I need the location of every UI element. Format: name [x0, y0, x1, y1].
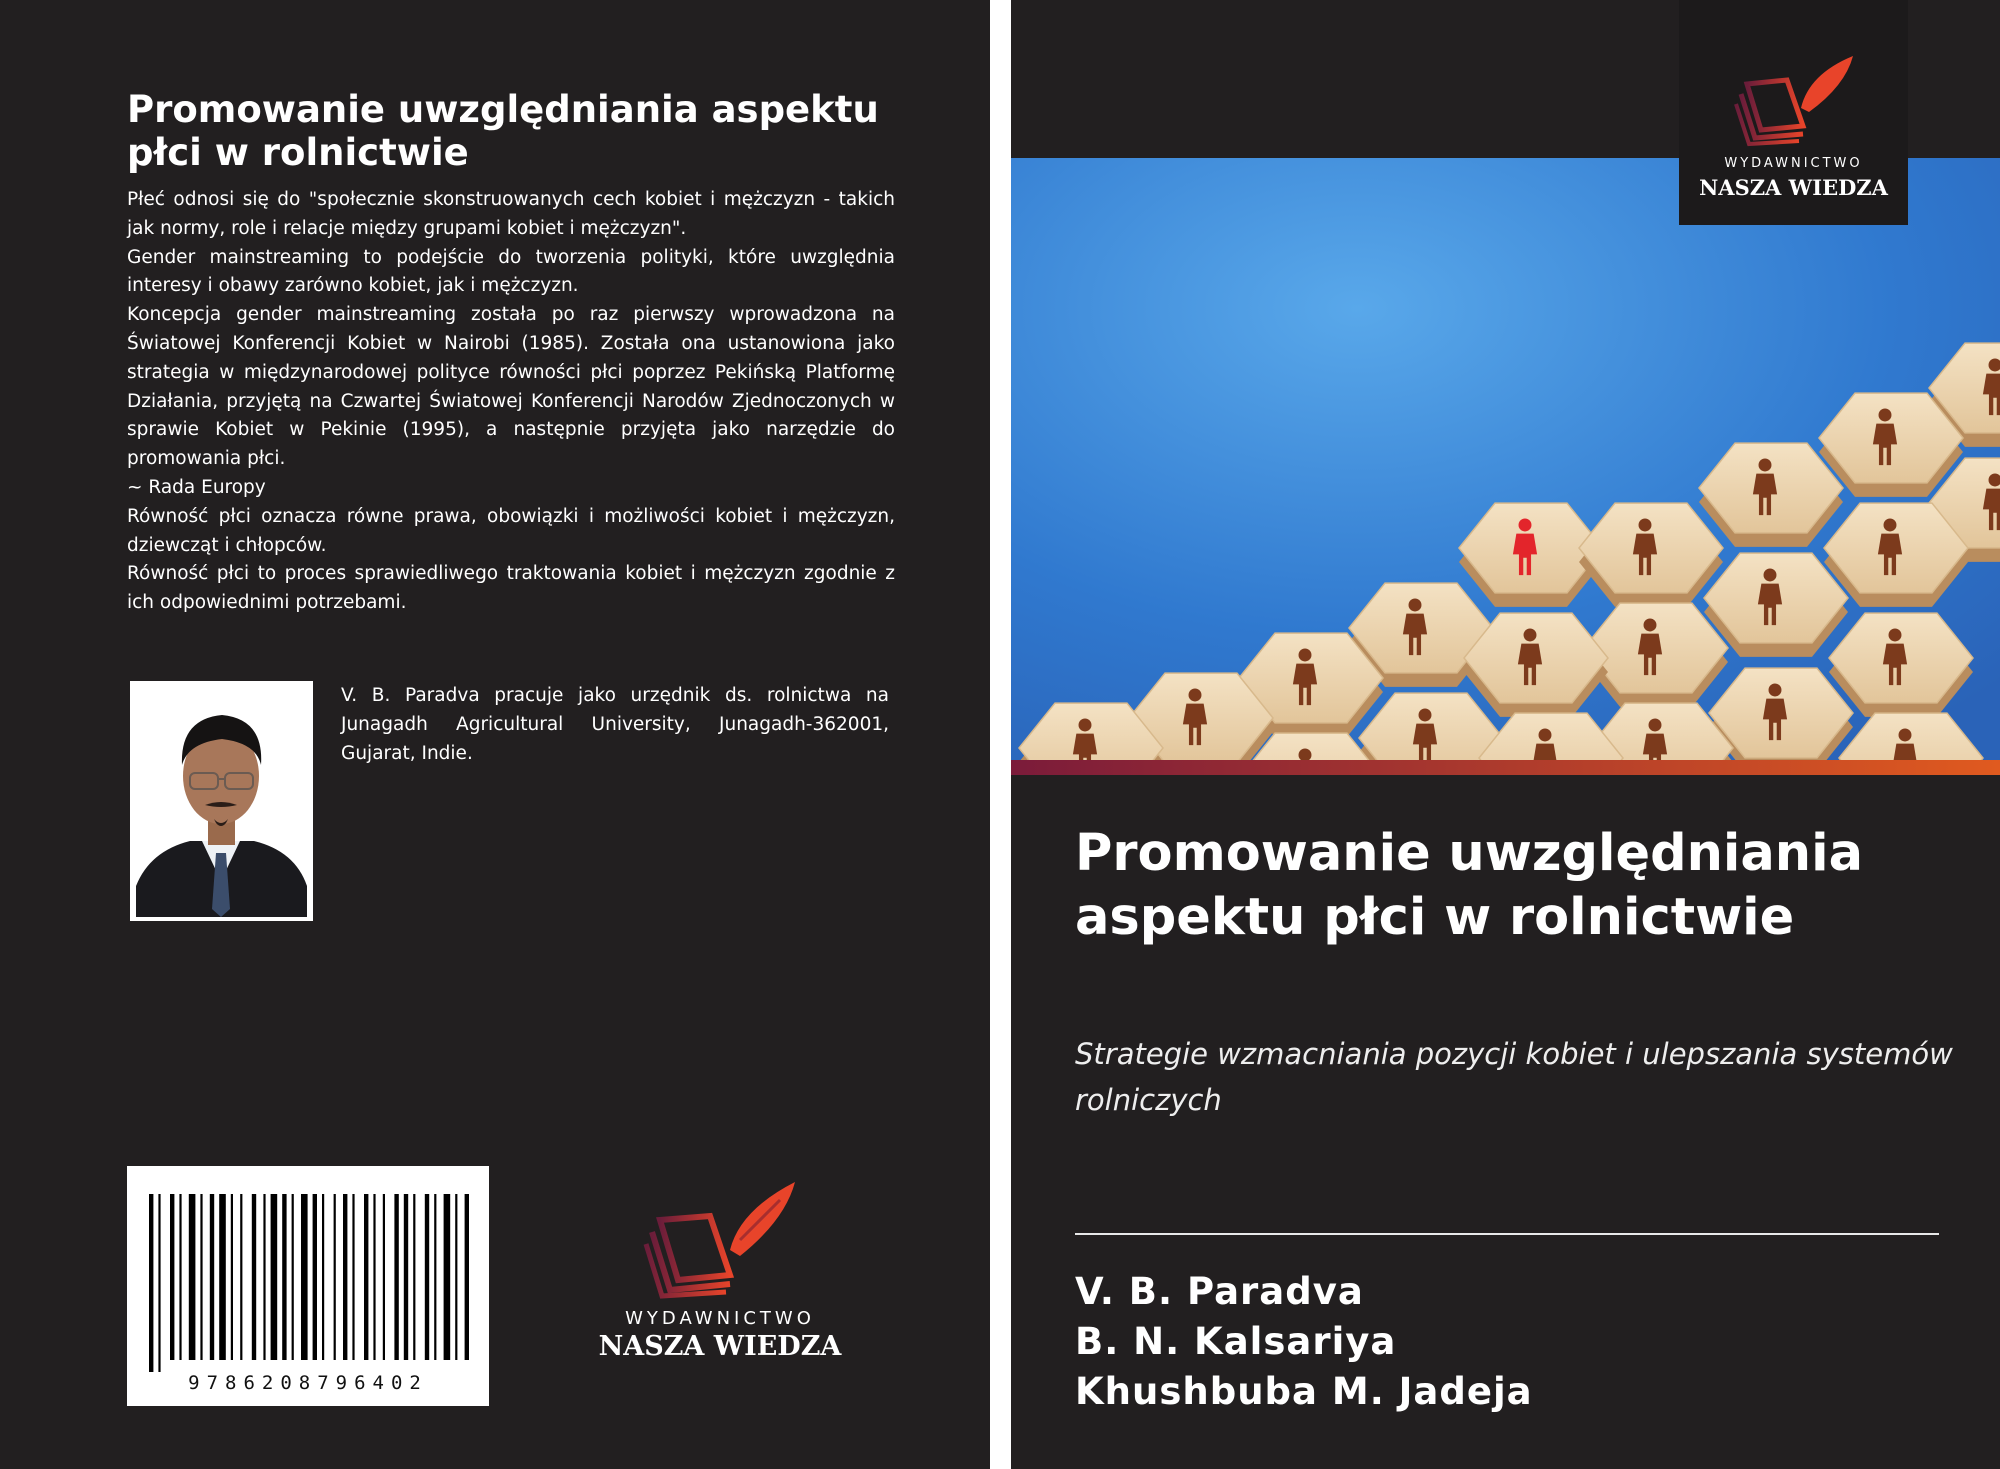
- barcode-bar: [364, 1194, 368, 1360]
- barcode-bar: [413, 1194, 415, 1360]
- blurb-paragraph: Równość płci to proces sprawiedliwego traktowania kobiet i mężczyzn zgodnie z ich odpowiednimi potrzebami.: [127, 563, 895, 614]
- author-name: V. B. Paradva: [1075, 1270, 1364, 1313]
- author-photo: [130, 681, 313, 921]
- book-quill-icon: [590, 1180, 850, 1300]
- logo-line2: NASZA WIEDZA: [598, 1331, 842, 1362]
- barcode-bar: [179, 1194, 181, 1360]
- front-cover-subtitle: Strategie wzmacniania pozycji kobiet i ulepszania systemów rolniczych: [1075, 1037, 1953, 1117]
- barcode-bar: [200, 1194, 202, 1360]
- author-name: B. N. Kalsariya: [1075, 1320, 1397, 1363]
- logo-line1: WYDAWNICTWO: [1724, 156, 1863, 171]
- logo-line1: WYDAWNICTWO: [625, 1308, 815, 1329]
- isbn-barcode: [127, 1166, 489, 1406]
- barcode-bar: [263, 1194, 265, 1360]
- blurb-attribution: ~ Rada Europy: [127, 476, 266, 498]
- barcode-bar: [219, 1194, 226, 1360]
- barcode-bar: [149, 1194, 153, 1372]
- barcode-digits: 9786208796402: [188, 1372, 428, 1394]
- barcode-bars: [127, 1166, 489, 1406]
- divider: [1075, 1233, 1939, 1235]
- barcode-bar: [455, 1194, 457, 1360]
- barcode-bar: [301, 1194, 308, 1360]
- barcode-bar: [170, 1194, 174, 1360]
- barcode-bar: [434, 1194, 436, 1360]
- back-cover: [0, 0, 990, 1469]
- barcode-bar: [313, 1194, 317, 1360]
- blurb-paragraph: Płeć odnosi się do "społecznie skonstruowanych cech kobiet i mężczyzn - takich jak normy, role i relacje między grupami kobiet i mężczyzn".: [127, 189, 895, 239]
- front-publisher-logo: [1679, 0, 1908, 225]
- barcode-bar: [404, 1194, 408, 1360]
- author-name: Khushbuba M. Jadeja: [1075, 1370, 1533, 1413]
- cover-illustration: [1011, 158, 2000, 775]
- blurb-paragraph: Równość płci oznacza równe prawa, obowiązki i możliwości kobiet i mężczyzn, dziewcząt i chłopców.: [127, 505, 895, 556]
- barcode-bar: [394, 1194, 398, 1360]
- barcode-bar: [352, 1194, 354, 1360]
- barcode-bar: [292, 1194, 294, 1360]
- barcode-bar: [158, 1194, 160, 1372]
- book-quill-icon: [1679, 0, 1908, 150]
- barcode-bar: [343, 1194, 347, 1360]
- barcode-bar: [231, 1194, 233, 1360]
- back-publisher-logo: [590, 1180, 850, 1370]
- barcode-bar: [383, 1194, 385, 1360]
- front-cover-title: Promowanie uwzględniania aspektu płci w rolnictwie: [1075, 824, 1864, 947]
- blurb-paragraph: Gender mainstreaming to podejście do tworzenia polityki, które uwzględnia interesy i obawy zarówno kobiet, jak i mężczyzn.: [127, 246, 895, 297]
- barcode-bar: [252, 1194, 256, 1360]
- barcode-bar: [271, 1194, 278, 1360]
- barcode-bar: [282, 1194, 286, 1360]
- barcode-bar: [210, 1194, 214, 1360]
- barcode-bar: [465, 1194, 469, 1360]
- barcode-bar: [373, 1194, 375, 1360]
- barcode-bar: [444, 1194, 451, 1360]
- blurb-paragraph: Koncepcja gender mainstreaming została po raz pierwszy wprowadzona na Światowej Konferencji Kobiet w Nairobi (1985). Została ona ustanowiona jako strategia w międzynarodowej polityce równości płci poprzez Pekińską Platformę Działania, przyjętą na Czwartej Światowej Konferencji Narodów Zjednoczonych w sprawie Kobiet w Pekinie (1995), a następnie przyjęta jako narzędzie do promowania płci.: [127, 304, 895, 470]
- author-bio: V. B. Paradva pracuje jako urzędnik ds. rolnictwa na Junagadh Agricultural University, Junagadh-362001, Gujarat, Indie.: [341, 685, 889, 764]
- back-cover-blurb: [127, 186, 895, 618]
- barcode-bar: [334, 1194, 336, 1360]
- barcode-bar: [425, 1194, 429, 1360]
- author-list: [1075, 1267, 1533, 1417]
- barcode-bar: [240, 1194, 242, 1360]
- barcode-bar: [189, 1194, 196, 1360]
- back-cover-title: Promowanie uwzględniania aspektu płci w rolnictwie: [127, 88, 879, 174]
- barcode-bar: [322, 1194, 324, 1360]
- logo-line2: NASZA WIEDZA: [1699, 175, 1888, 200]
